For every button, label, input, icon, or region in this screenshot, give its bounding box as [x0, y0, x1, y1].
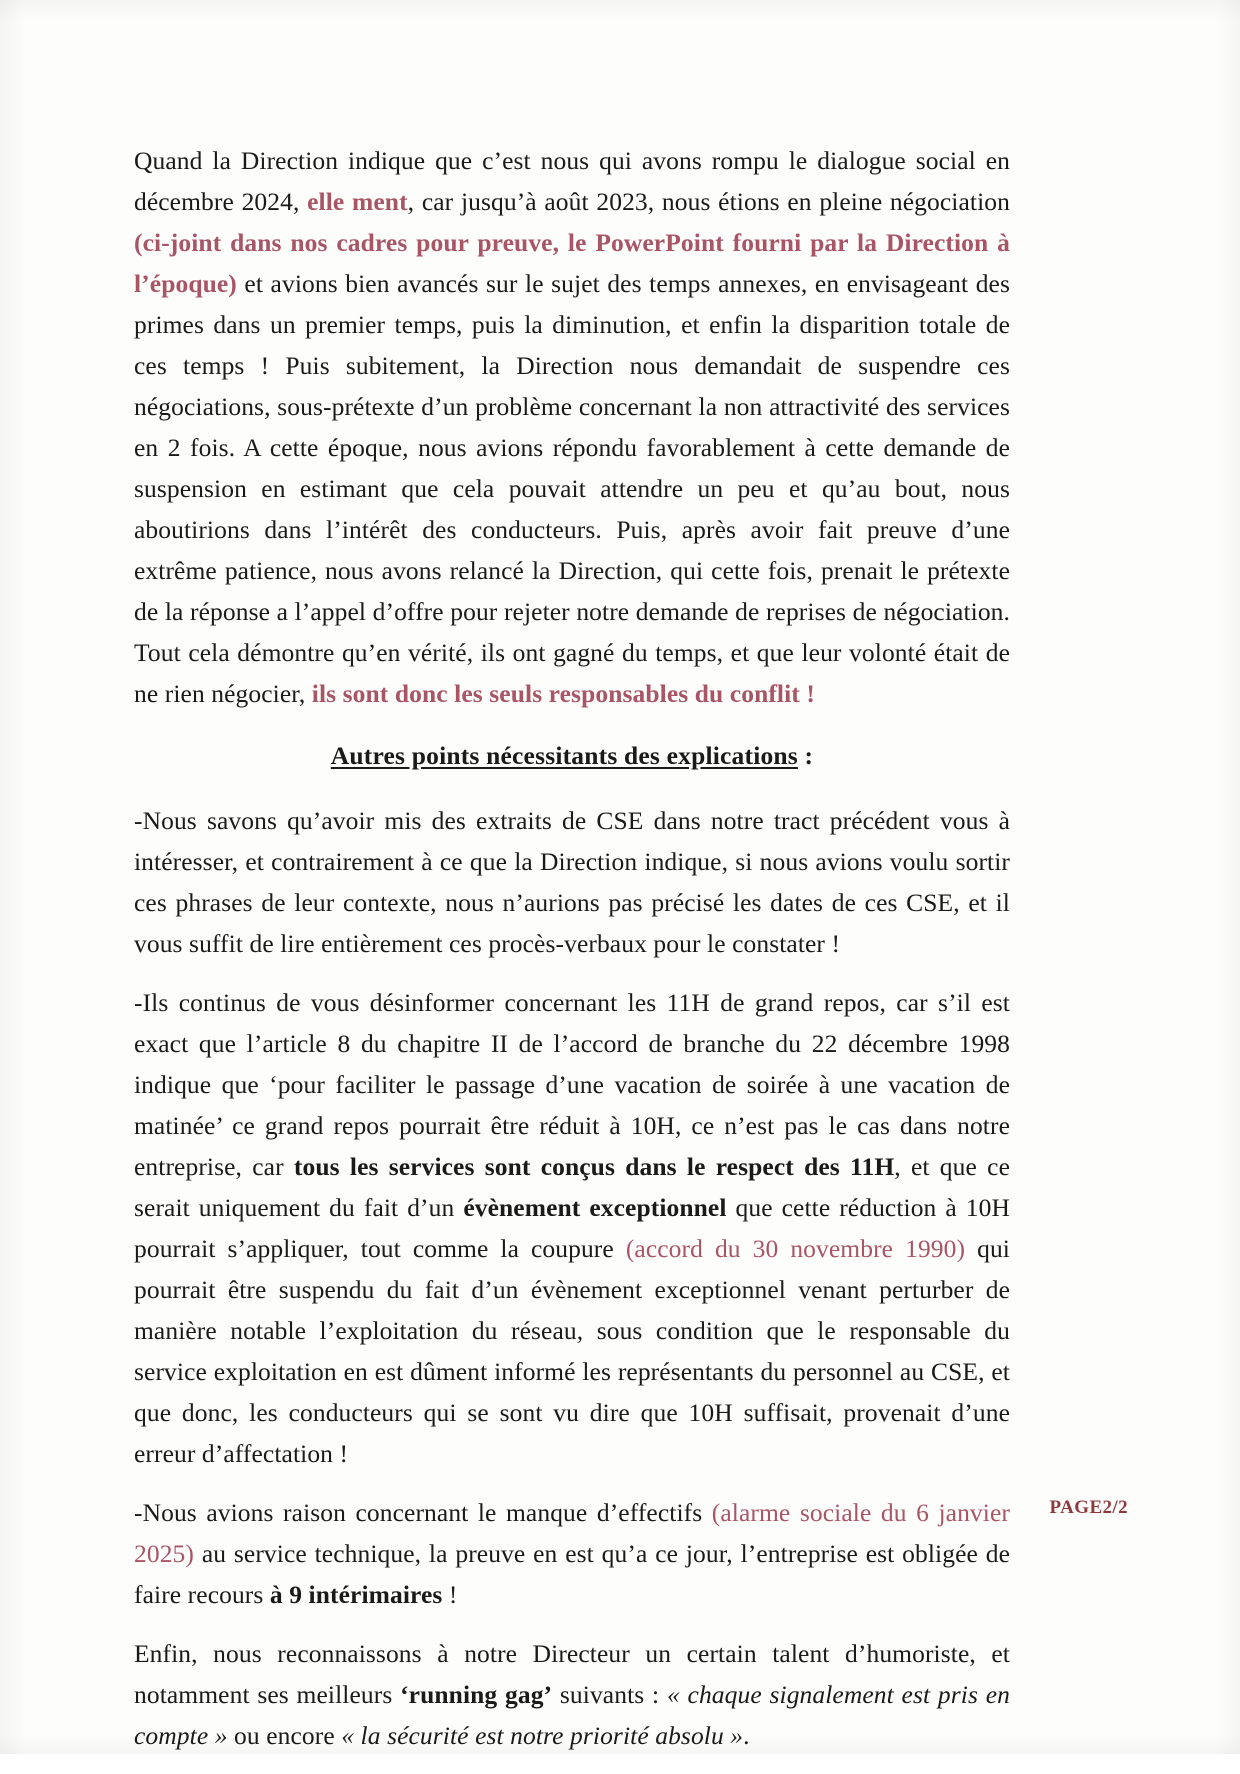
text-run: Quand la Direction indique que c’est nous qui avons rompu le dialogue social en décembre 2024, — [134, 146, 1010, 216]
paragraph-running-gag — [134, 1633, 1010, 1756]
quote-signalement: « chaque signalement est pris en compte » — [134, 1680, 1010, 1750]
text-run: -Ils continus de vous désinformer concernant les 11H de grand repos, car s’il est exact que l’article 8 du chapitre II de l’accord de branche du 22 décembre 1998 indique que ‘pour faciliter le passage d’une vacation de soirée à une vacation de matinée’ ce grand repos pourrait être réduit à 10H, ce n’est pas le cas dans notre entreprise, car — [134, 988, 1010, 1181]
paragraph-grand-repos-11h — [134, 982, 1010, 1474]
text-run: suivants : — [552, 1680, 667, 1709]
section-heading-autres-points — [134, 738, 1010, 774]
emphasis-elle-ment: elle ment — [307, 187, 408, 216]
section-heading-text: Autres points nécessitants des explications — [330, 741, 798, 770]
text-run: et avions bien avancés sur le sujet des temps annexes, en envisageant des primes dans un premier temps, puis la diminution, et enfin la disparition totale de ces temps ! Puis subitement, la Direction nous demandait de suspendre ces négociations, sous-prétexte d’un problème concernant la non attractivité des services en 2 fois. A cette époque, nous avions répondu favorablement à cette demande de suspension en estimant que cela pouvait attendre un peu et qu’au bout, nous aboutirions dans l’intérêt des conducteurs. Puis, après avoir fait preuve d’une extrême patience, nous avons relancé la Direction, qui cette fois, prenait le prétexte de la réponse a l’appel d’offre pour rejeter notre demande de reprises de négociation. Tout cela démontre qu’en vérité, ils ont gagné du temps, et que leur volonté était de ne rien négocier, — [134, 269, 1010, 708]
text-run: -Nous savons qu’avoir mis des extraits de CSE dans notre tract précédent vous à intéresser, et contrairement à ce que la Direction indique, si nous avions voulu sortir ces phrases de leur contexte, nous n’aurions pas précisé les dates de ces CSE, et il vous suffit de lire entièrement ces procès-verbaux pour le constater ! — [134, 806, 1010, 958]
text-run: -Nous avions raison concernant le manque d’effectifs — [134, 1498, 712, 1527]
quote-securite: « la sécurité est notre priorité absolu » — [341, 1721, 744, 1750]
text-run: ! — [442, 1580, 458, 1609]
text-run: , car jusqu’à août 2023, nous étions en pleine négociation — [407, 187, 1010, 216]
text-run: , et que ce serait uniquement du fait d’un — [134, 1152, 1010, 1222]
text-run: Enfin, nous reconnaissons à notre Directeur un certain talent d’humoriste, et notamment ses meilleurs — [134, 1639, 1010, 1709]
text-run: ou encore — [227, 1721, 342, 1750]
emphasis-responsables-conflit: ils sont donc les seuls responsables du conflit ! — [311, 679, 815, 708]
emphasis-running-gag: ‘running gag’ — [400, 1680, 553, 1709]
section-heading-colon: : — [797, 741, 814, 770]
paragraph-negotiation-history — [134, 140, 1010, 714]
emphasis-9-interimaires: à 9 intérimaires — [269, 1580, 443, 1609]
emphasis-respect-des-11h: tous les services sont conçus dans le respect des 11H — [293, 1152, 895, 1181]
text-run: que cette réduction à 10H pourrait s’appliquer, tout comme la coupure — [134, 1193, 1010, 1263]
emphasis-evenement-exceptionnel: évènement exceptionnel — [463, 1193, 727, 1222]
text-run: qui pourrait être suspendu du fait d’un évènement exceptionnel venant perturber de manière notable l’exploitation du réseau, sous condition que le responsable du service exploitation en est dûment informé les représentants du personnel au CSE, et que donc, les conducteurs qui se sont vu dire que 10H suffisait, provenait d’une erreur d’affectation ! — [134, 1234, 1010, 1468]
reference-alarme-sociale: (alarme sociale du 6 janvier 2025) — [134, 1498, 1010, 1568]
reference-accord-1990: (accord du 30 novembre 1990) — [625, 1234, 966, 1263]
document-body — [134, 140, 1010, 1774]
page-number-footer: PAGE2/2 — [1049, 1497, 1128, 1518]
text-run: au service technique, la preuve en est qu’a ce jour, l’entreprise est obligée de faire recours — [134, 1539, 1010, 1609]
paragraph-cse-extracts — [134, 800, 1010, 964]
emphasis-powerpoint-reference: (ci-joint dans nos cadres pour preuve, le PowerPoint fourni par la Direction à l’époque) — [134, 228, 1010, 298]
text-run: . — [743, 1721, 750, 1750]
